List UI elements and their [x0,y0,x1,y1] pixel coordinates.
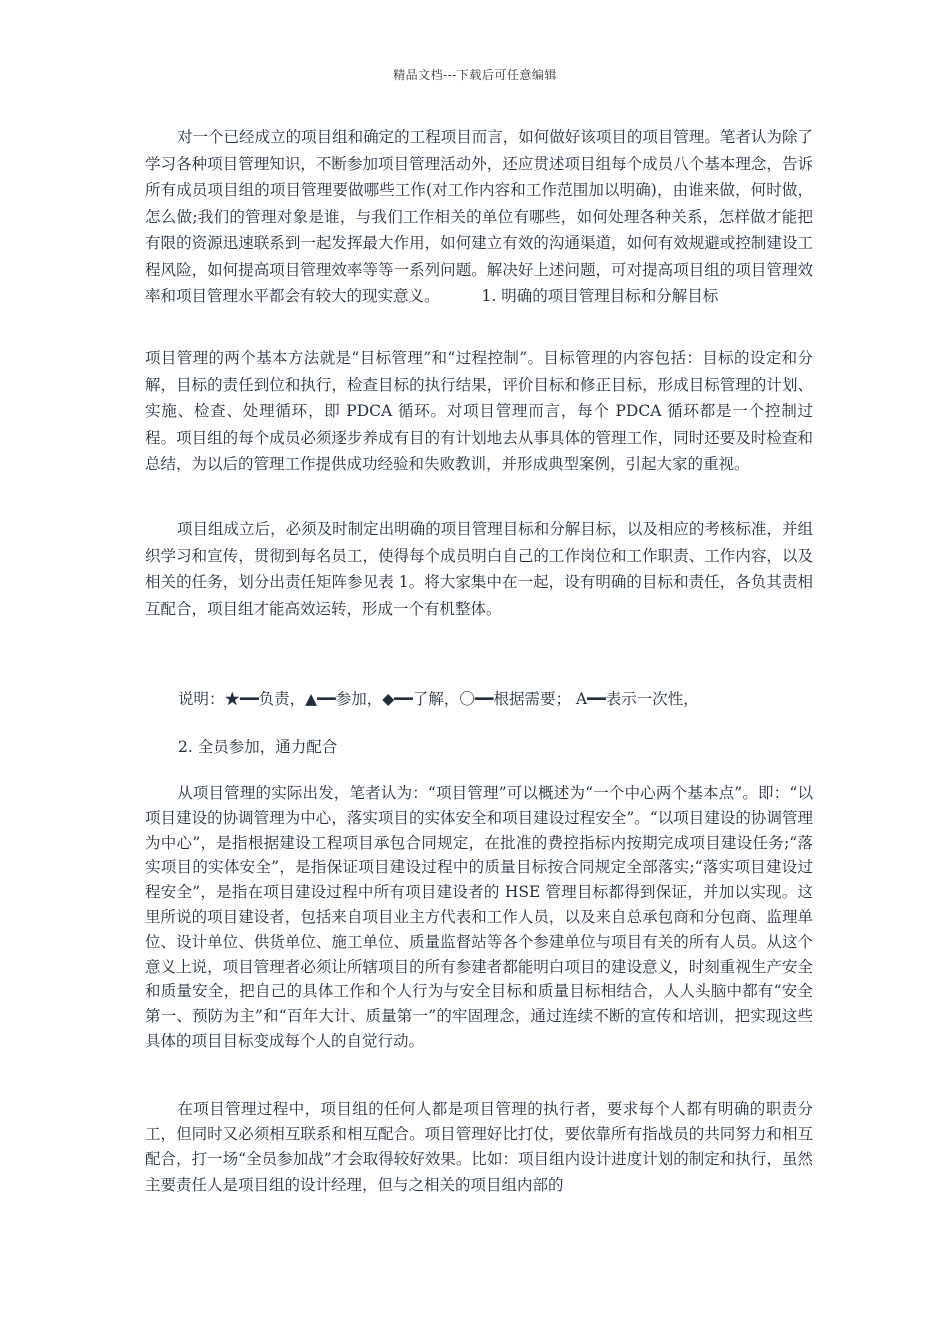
paragraph-target-setting [145,516,813,622]
section-heading-2: 2. 全员参加，通力配合 [178,738,338,756]
paragraph-one-center-two-points [145,781,813,1054]
paragraph-intro-text: 对一个已经成立的项目组和确定的工程项目而言，如何做好该项目的项目管理。笔者认为除了学习各种项目管理知识，不断参加项目管理活动外，还应贯述项目组每个成员八个基本理念，告诉所有成员项目组的项目管理要做哪些工作(对工作内容和工作范围加以明确)，由谁来做，何时做，怎么做;我们的管理对象是谁，与我们工作相关的单位有哪些，如何处理各种关系，怎样做才能把有限的资源迅速联系到一起发挥最大作用，如何建立有效的沟通渠道，如何有效规避或控制建设工程风险，如何提高项目管理效率等等一系列问题。解决好上述问题，可对提高项目组的项目管理效率和项目管理水平都会有较大的现实意义。 [145,128,813,305]
paragraph-target-management: 项目管理的两个基本方法就是“目标管理”和“过程控制”。目标管理的内容包括：目标的设定和分解，目标的责任到位和执行，检查目标的执行结果，评价目标和修正目标，形成目标管理的计划、实施、检查、处理循环，即 PDCA 循环。对项目管理而言，每个 PDCA 循环都是一个控制过程。项目组的每个成员必须逐步养成有目的有计划地去从事具体的管理工作，同时还要及时检查和总结，为以后的管理工作提供成功经验和失败教训，并形成典型案例，引起大家的重视。 [145,349,813,473]
paragraph-cooperation-text: 在项目管理过程中，项目组的任何人都是项目管理的执行者，要求每个人都有明确的职责分工，但同时又必须相互联系和相互配合。项目管理好比打仗，要依靠所有指战员的共同努力和相互配合，打一场“全员参加战”才会取得较好效果。比如：项目组内设计进度计划的制定和执行，虽然主要责任人是项目组的设计经理，但与之相关的项目组内部的 [145,1100,813,1194]
paragraph-target-setting-text: 项目组成立后，必须及时制定出明确的项目管理目标和分解目标，以及相应的考核标准，并组织学习和宣传，贯彻到每名员工，使得每个成员明白自己的工作岗位和工作职责、工作内容，以及相关的任务，划分出责任矩阵参见表 1。将大家集中在一起，设有明确的目标和责任，各负其责相互配合，项目组才能高效运转，形成一个有机整体。 [145,520,813,618]
paragraph-cooperation [145,1097,813,1198]
table-legend: 说明：★━━负责，▲━━参加，◆━━了解，〇━━根据需要； A━━表示一次性， [178,690,699,708]
page-header: 精品文档---下载后可任意编辑 [393,68,557,82]
paragraph-intro [145,124,813,310]
paragraph-one-center-two-points-text: 从项目管理的实际出发，笔者认为：“项目管理”可以概述为“一个中心两个基本点”。即：“以项目建设的协调管理为中心，落实项目的实体安全和项目建设过程安全”。“以项目建设的协调管理为中心”，是指根据建设工程项目承包合同规定，在批准的费控指标内按期完成项目建设任务;“落实项目的实体安全”，是指保证项目建设过程中的质量目标按合同规定全部落实;“落实项目建设过程安全”，是指在项目建设过程中所有项目建设者的 HSE 管理目标都得到保证，并加以实现。这里所说的项目建设者，包括来自项目业主方代表和工作人员，以及来自总承包商和分包商、监理单位、设计单位、供货单位、施工单位、质量监督站等各个参建单位与项目有关的所有人员。从这个意义上说，项目管理者必须让所辖项目的所有参建者都能明白项目的建设意义，时刻重视生产安全和质量安全，把自己的具体工作和个人行为与安全目标和质量目标相结合，人人头脑中都有“安全第一、预防为主”和“百年大计、质量第一”的牢固理念，通过连续不断的宣传和培训，把实现这些具体的项目目标变成每个人的自觉行动。 [145,784,813,1050]
section-heading-1: 1. 明确的项目管理目标和分解目标 [481,287,719,305]
